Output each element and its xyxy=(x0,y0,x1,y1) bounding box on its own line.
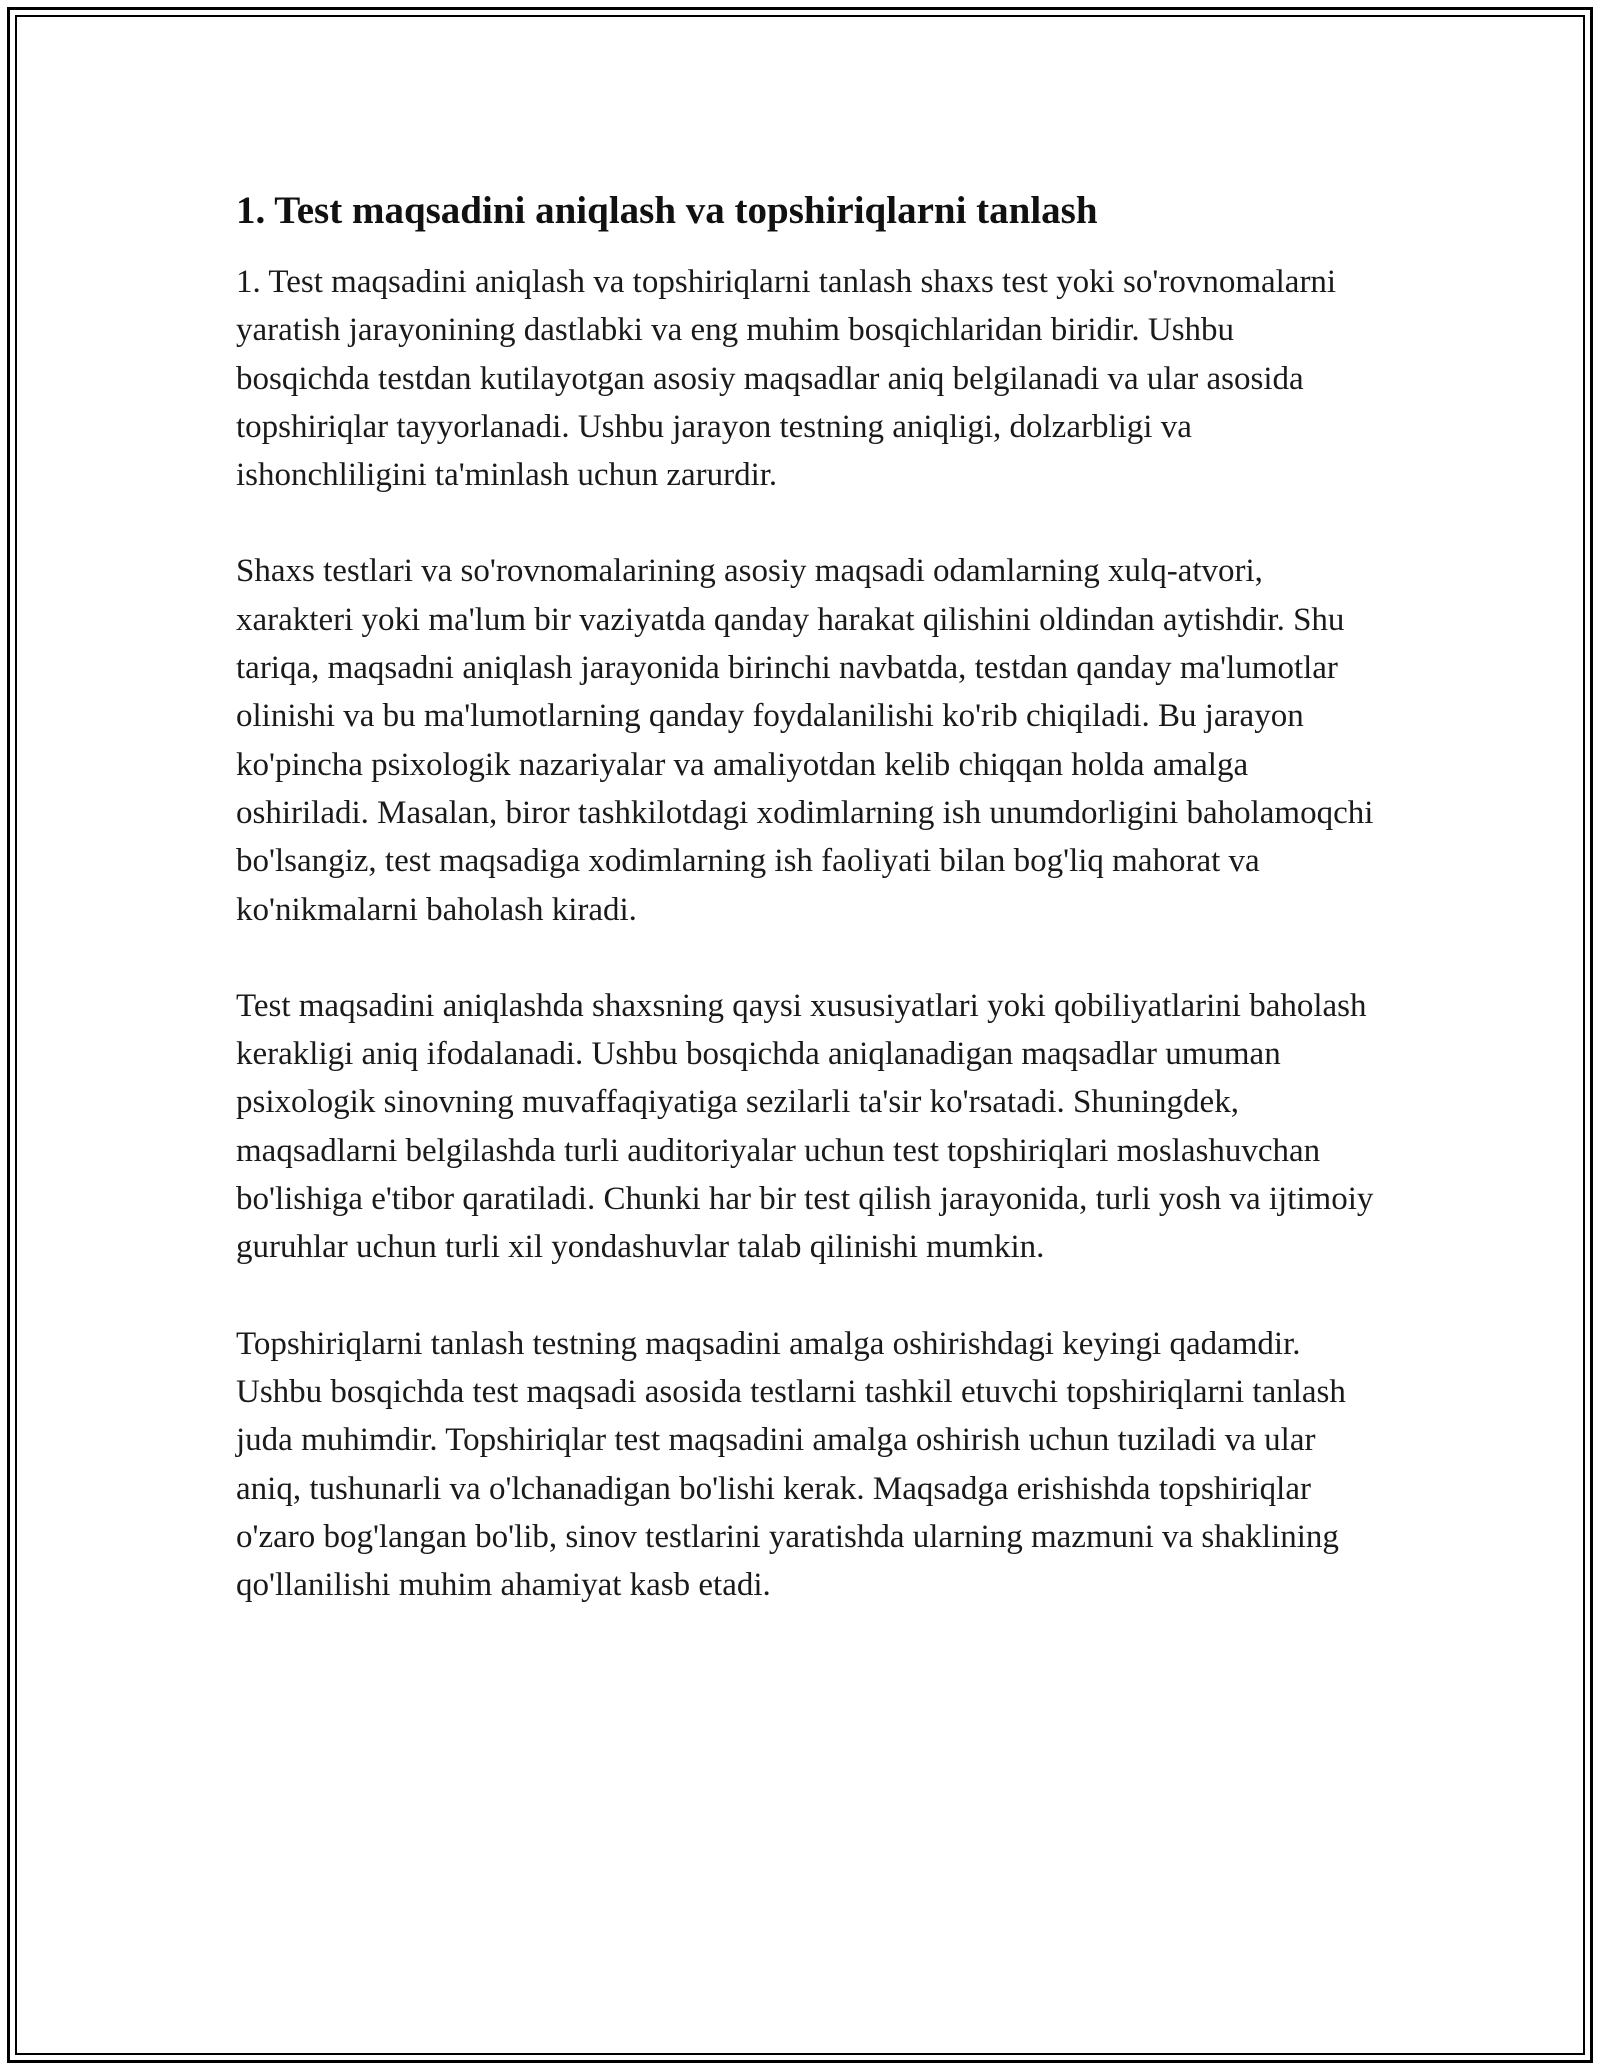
paragraph-3: Test maqsadini aniqlashda shaxsning qaysi xususiyatlari yoki qobiliyatlarini baholash kerakligi aniq ifodalanadi. Ushbu bosqichda aniqlanadigan maqsadlar umuman psixologik sinovning muvaffaqiyatiga sezilarli ta'sir ko'rsatadi. Shuningdek, maqsadlarni belgilashda turli auditoriyalar uchun test topshiriqlari moslashuvchan bo'lishiga e'tibor qaratiladi. Chunki har bir test qilish jarayonida, turli yosh va ijtimoiy guruhlar uchun turli xil yondashuvlar talab qilinishi mumkin. xyxy=(236,987,1374,1266)
paragraph-4: Topshiriqlarni tanlash testning maqsadini amalga oshirishdagi keyingi qadamdir. Ushbu bosqichda test maqsadi asosida testlarni tashkil etuvchi topshiriqlarni tanlash juda muhimdir. Topshiriqlar test maqsadini amalga oshirish uchun tuziladi va ular aniq, tushunarli va o'lchanadigan bo'lishi kerak. Maqsadga erishishda topshiriqlar o'zaro bog'langan bo'lib, sinov testlarini yaratishda ularning mazmuni va shaklining qo'llanilishi muhim ahamiyat kasb etadi. xyxy=(236,1325,1346,1604)
paragraph-1: 1. Test maqsadini aniqlash va topshiriqlarni tanlash shaxs test yoki so'rovnomalarni yaratish jarayonining dastlabki va eng muhim bosqichlaridan biridir. Ushbu bosqichda testdan kutilayotgan asosiy maqsadlar aniq belgilanadi va ular asosida topshiriqlar tayyorlanadi. Ushbu jarayon testning aniqligi, dolzarbligi va ishonchliligini ta'minlash uchun zarurdir. xyxy=(236,264,1337,494)
paragraph-2: Shaxs testlari va so'rovnomalarining asosiy maqsadi odamlarning xulq-atvori, xarakteri yoki ma'lum bir vaziyatda qanday harakat qilishini oldindan aytishdir. Shu tariqa, maqsadni aniqlash jarayonida birinchi navbatda, testdan qanday ma'lumotlar olinishi va bu ma'lumotlarning qanday foydalanilishi ko'rib chiqiladi. Bu jarayon ko'pincha psixologik nazariyalar va amaliyotdan kelib chiqqan holda amalga oshiriladi. Masalan, biror tashkilotdagi xodimlarning ish unumdorligini baholamoqchi bo'lsangiz, test maqsadiga xodimlarning ish faoliyati bilan bog'liq mahorat va ko'nikmalarni baholash kiradi. xyxy=(236,553,1374,928)
document-body xyxy=(236,186,1374,1657)
section-heading: 1. Test maqsadini aniqlash va topshiriqlarni tanlash xyxy=(236,189,1098,232)
